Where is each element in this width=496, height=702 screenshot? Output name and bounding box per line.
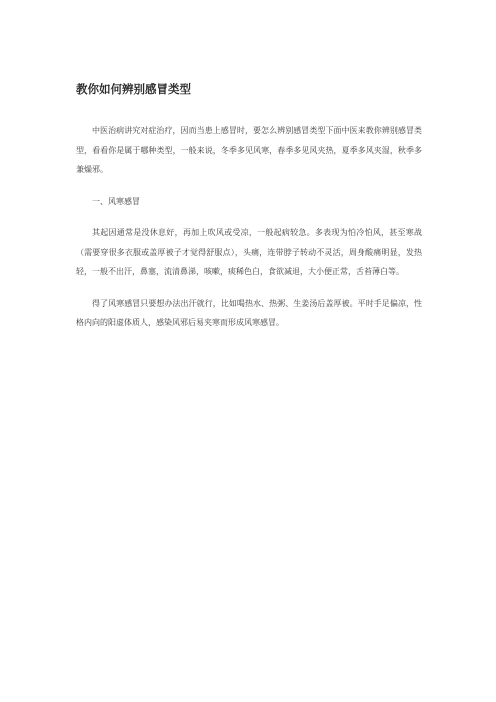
intro-paragraph: 中医治病讲究对症治疗，因而当患上感冒时，要怎么辨别感冒类型下面中医来教你辨别感冒类型，看看你是属于哪种类型，一般来说，冬季多见风寒，春季多见风夹热，夏季多风夹湿，秋季多兼燥邪。 (76, 126, 422, 174)
page-title: 教你如何辨别感冒类型 (76, 82, 191, 96)
treatment-paragraph: 得了风寒感冒只要想办法出汗就行，比如喝热水、热粥、生姜汤后盖厚被。平时手足偏凉，性格内向的阳虚体质人，感染风邪后易夹寒而形成风寒感冒。 (76, 298, 422, 327)
symptoms-paragraph: 其起因通常是没休息好，再加上吹风或受凉，一般起病较急。多表现为怕冷怕风，甚至寒战（需要穿很多衣服或盖厚被子才觉得舒服点），头痛，连带脖子转动不灵活，周身酸痛明显，发热轻，一般不出汗，鼻塞，流清鼻涕，咳嗽，痰稀色白，食欲减退，大小便正常，舌苔薄白等。 (76, 228, 422, 276)
section-heading: 一、风寒感冒 (92, 196, 140, 206)
document-body (76, 121, 422, 345)
